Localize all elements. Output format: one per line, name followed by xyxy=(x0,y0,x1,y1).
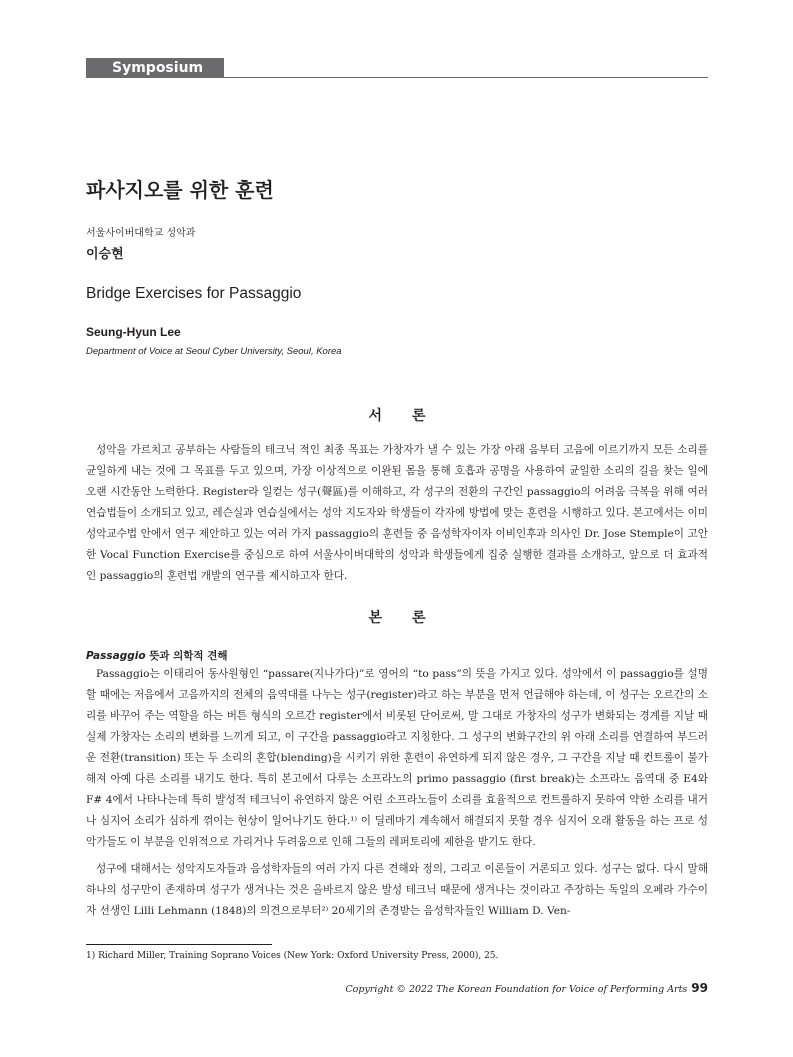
subheading-italic-term: Passaggio xyxy=(86,650,146,662)
subsection-heading xyxy=(86,648,228,663)
copyright-line: Copyright © 2022 The Korean Foundation for Voice of Performing Arts xyxy=(345,984,688,995)
intro-paragraph: 성악을 가르치고 공부하는 사람들의 테크닉 적인 최종 목표는 가창자가 낼 수 있는 가장 아래 음부터 고음에 이르기까지 모든 소리를 균일하게 내는 것에 그 목표를 두고 있으며, 가장 이상적으로 이완된 몸을 통해 호흡과 공명을 사용하여 균일한 소리의 길을 찾는 일에 오랜 시간동안 노력한다. Register라 일컫는 성구(聲區)를 이해하고, 각 성구의 전환의 구간인 passaggio의 어려움 극복을 위해 여러 연습법들이 소개되고 있고, 레슨실과 연습실에서는 성악 지도자와 학생들이 각자에 방법에 맞는 훈련을 시행하고 있다. 본고에서는 이미 성악교수법 안에서 연구 제안하고 있는 여러 가지 passaggio의 훈련들 중 음성학자이자 이비인후과 의사인 Dr. Jose Stemple이 고안한 Vocal Function Exercise를 중심으로 하여 서울사이버대학의 성악과 학생들에게 집중 실행한 결과를 소개하고, 앞으로 더 효과적인 passaggio의 훈련법 개발의 연구를 제시하고자 한다. xyxy=(86,444,708,582)
page-footer xyxy=(345,981,708,995)
header-rule xyxy=(224,77,708,78)
affiliation-en: Department of Voice at Seoul Cyber University, Seoul, Korea xyxy=(86,346,342,357)
body-paragraph-1: Passaggio는 이태리어 동사원형인 “passare(지나가다)”로 영어의 “to pass”의 뜻을 가지고 있다. 성악에서 이 passaggio를 설명할 때에는 저음에서 고음까지의 전체의 음역대를 나누는 성구(register)라고 하는 부분을 먼저 언급해야 하는데, 이 성구는 오르간의 소리를 바꾸어 주는 역할을 하는 버튼 형식의 오르간 register에서 비롯된 단어로써, 말 그대로 가창자의 성구가 변화되는 경계를 지날 때 실제 가창자는 소리의 변화를 느끼게 되고, 이 구간을 passaggio라고 지칭한다. 그 성구의 변화구간의 위 아래 소리를 연결하여 부드러운 전환(transition) 또는 두 소리의 혼합(blending)을 시키기 위한 훈련이 유연하게 되지 않은 경우, 그 구간을 지날 때 컨트롤이 불가 해져 아예 다른 소리를 내기도 한다. 특히 본고에서 다루는 소프라노의 primo passaggio (first break)는 소프라노 음역대 중 E4와 F# 4에서 나타나는데 특히 발성적 테크닉이 유연하지 않은 어린 소프라노들이 소리를 효율적으로 컨트롤하지 못하여 약한 소리를 내거나 심지어 소리가 심하게 꺾이는 현상이 일어나기도 한다.¹⁾ 이 딜레마기 계속해서 해결되지 못할 경우 심지어 오래 활동을 하는 프로 성악가들도 이 부분을 인위적으로 가리거나 두려움으로 인해 그들의 레퍼토리에 제한을 받기도 한다. xyxy=(86,668,708,848)
affiliation-ko: 서울사이버대학교 성악과 xyxy=(86,228,196,239)
author-name-ko: 이승현 xyxy=(86,247,124,262)
article-title-ko: 파사지오를 위한 훈련 xyxy=(86,178,274,202)
article-title-en: Bridge Exercises for Passaggio xyxy=(86,285,302,302)
section-heading-intro: 서론 xyxy=(368,408,456,424)
subheading-rest: 뜻과 의학적 견해 xyxy=(145,650,228,662)
author-name-en: Seung-Hyun Lee xyxy=(86,325,181,339)
section-tab: Symposium xyxy=(86,58,224,78)
running-header xyxy=(86,58,708,78)
page-number: 99 xyxy=(691,981,708,995)
footnote-rule xyxy=(86,944,272,945)
footnote: 1) Richard Miller, Training Soprano Voices (New York: Oxford University Press, 2000), 25. xyxy=(86,951,499,961)
body-paragraph-2: 성구에 대해서는 성악지도자들과 음성학자들의 여러 가지 다른 견해와 정의, 그리고 이론들이 거론되고 있다. 성구는 없다. 다시 말해 하나의 성구만이 존재하며 성구가 생겨나는 것은 올바르지 않은 발성 테크닉 때문에 생겨나는 것이라고 주장하는 독일의 오페라 가수이자 선생인 Lilli Lehmann (1848)의 의견으로부터²⁾ 20세기의 존경받는 음성학자들인 William D. Ven- xyxy=(86,863,708,917)
section-heading-body: 본론 xyxy=(368,610,456,626)
